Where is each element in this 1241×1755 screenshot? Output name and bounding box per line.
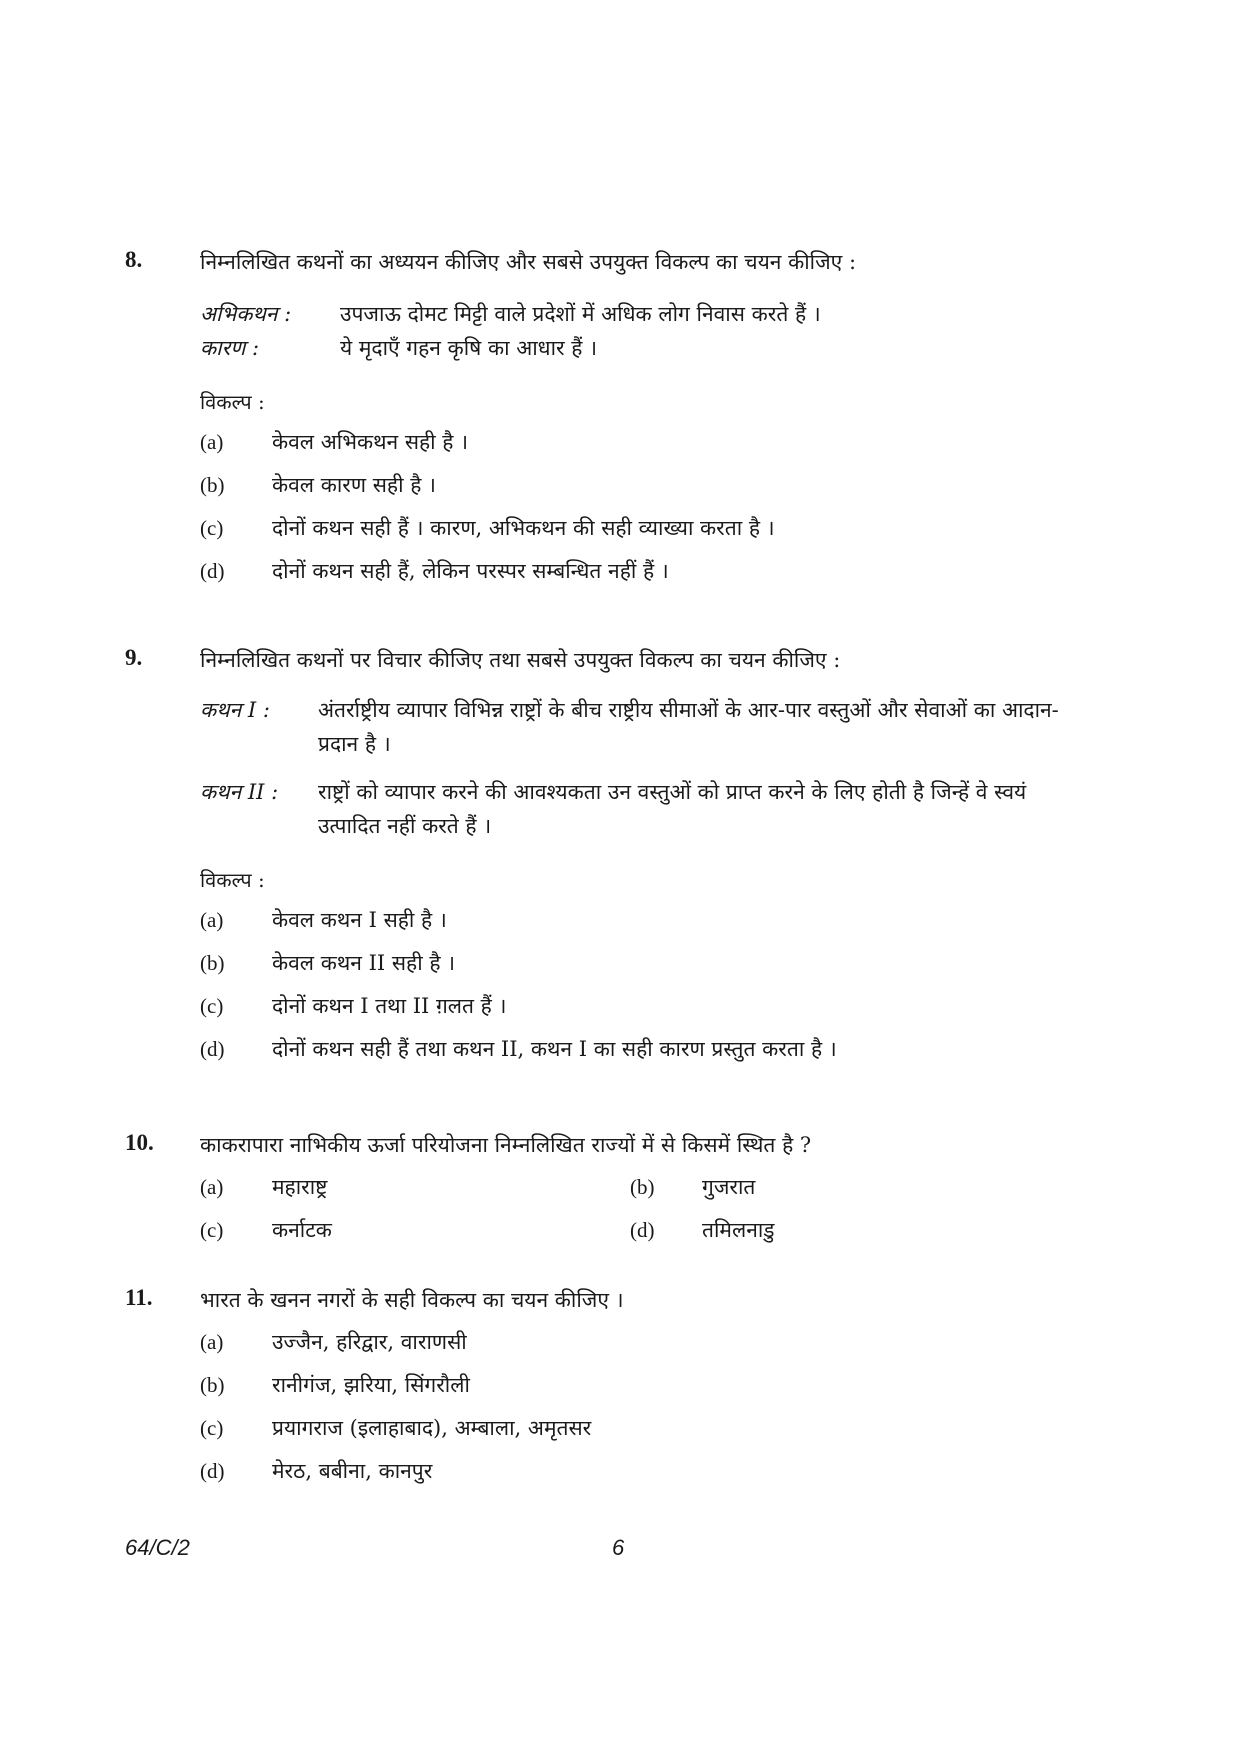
- option-b: [200, 948, 1065, 978]
- statement-2: [200, 775, 1065, 843]
- question-number: 9.: [125, 645, 143, 670]
- option-d: [200, 1456, 1065, 1486]
- statement-1: [200, 693, 1065, 761]
- option-text: प्रयागराज (इलाहाबाद), अम्बाला, अमृतसर: [272, 1416, 592, 1440]
- option-label: (a): [200, 1175, 224, 1199]
- reason-label: कारण :: [200, 336, 260, 360]
- option-label: (b): [630, 1175, 655, 1199]
- option-text: महाराष्ट्र: [272, 1175, 328, 1199]
- option-b: [200, 1370, 1065, 1400]
- option-b: [630, 1172, 1060, 1202]
- question-text: भारत के खनन नगरों के सही विकल्प का चयन कीजिए ।: [200, 1288, 624, 1312]
- question-text: काकरापारा नाभिकीय ऊर्जा परियोजना निम्नलिखित राज्यों में से किसमें स्थित है ?: [200, 1133, 812, 1157]
- option-label: (d): [630, 1218, 655, 1242]
- question-number: 8.: [125, 247, 143, 272]
- assertion-label: अभिकथन :: [200, 302, 292, 326]
- assertion-text: उपजाऊ दोमट मिट्टी वाले प्रदेशों में अधिक लोग निवास करते हैं ।: [340, 302, 821, 326]
- options-row-2: [200, 1215, 1065, 1245]
- option-label: (a): [200, 908, 224, 932]
- options-row-1: [200, 1172, 1065, 1202]
- question-10: [125, 1130, 1065, 1245]
- option-c: [200, 513, 1065, 543]
- option-label: (c): [200, 1218, 224, 1242]
- question-9: [125, 645, 1065, 1064]
- option-label: (d): [200, 559, 225, 583]
- option-label: (d): [200, 1459, 225, 1483]
- option-text: केवल अभिकथन सही है ।: [272, 430, 469, 454]
- option-label: (d): [200, 1037, 225, 1061]
- option-text: रानीगंज, झरिया, सिंगरौली: [272, 1373, 470, 1397]
- option-c: [200, 991, 1065, 1021]
- option-text: केवल कथन I सही है ।: [272, 908, 447, 932]
- option-label: (c): [200, 994, 224, 1018]
- option-c: [200, 1215, 630, 1245]
- reason: [200, 331, 1065, 365]
- option-text: तमिलनाडु: [702, 1218, 775, 1242]
- option-label: (a): [200, 430, 224, 454]
- option-d: [200, 1034, 1065, 1064]
- question-number: 11.: [125, 1285, 153, 1310]
- option-text: कर्नाटक: [272, 1218, 332, 1242]
- option-text: दोनों कथन सही हैं । कारण, अभिकथन की सही व्याख्या करता है ।: [272, 516, 775, 540]
- option-label: (b): [200, 473, 225, 497]
- option-label: (a): [200, 1330, 224, 1354]
- option-label: (b): [200, 1373, 225, 1397]
- options-heading: विकल्प :: [200, 868, 265, 892]
- option-d: [630, 1215, 1060, 1245]
- options-heading: विकल्प :: [200, 390, 265, 414]
- statement-2-text: राष्ट्रों को व्यापार करने की आवश्यकता उन वस्तुओं को प्राप्त करने के लिए होती है जिन्हें वे स्वयं उत्पादित नहीं करते हैं ।: [318, 780, 1027, 838]
- option-text: गुजरात: [702, 1175, 756, 1199]
- question-text: निम्नलिखित कथनों पर विचार कीजिए तथा सबसे उपयुक्त विकल्प का चयन कीजिए :: [200, 648, 841, 672]
- question-number: 10.: [125, 1130, 154, 1155]
- option-a: [200, 1172, 630, 1202]
- option-a: [200, 427, 1065, 457]
- option-text: मेरठ, बबीना, कानपुर: [272, 1459, 433, 1483]
- question-text: निम्नलिखित कथनों का अध्ययन कीजिए और सबसे उपयुक्त विकल्प का चयन कीजिए :: [200, 250, 857, 274]
- option-a: [200, 905, 1065, 935]
- option-text: दोनों कथन सही हैं, लेकिन परस्पर सम्बन्धित नहीं हैं ।: [272, 559, 669, 583]
- option-d: [200, 556, 1065, 586]
- option-text: दोनों कथन सही हैं तथा कथन II, कथन I का सही कारण प्रस्तुत करता है ।: [272, 1037, 837, 1061]
- option-label: (c): [200, 1416, 224, 1440]
- option-b: [200, 470, 1065, 500]
- statement-2-label: कथन II :: [200, 780, 279, 804]
- option-text: दोनों कथन I तथा II ग़लत हैं ।: [272, 994, 507, 1018]
- option-text: उज्जैन, हरिद्वार, वाराणसी: [272, 1330, 467, 1354]
- page-number: 6: [612, 1535, 625, 1560]
- question-11: [125, 1285, 1065, 1486]
- option-text: केवल कारण सही है ।: [272, 473, 436, 497]
- option-label: (c): [200, 516, 224, 540]
- option-c: [200, 1413, 1065, 1443]
- option-text: केवल कथन II सही है ।: [272, 951, 456, 975]
- option-a: [200, 1327, 1065, 1357]
- reason-text: ये मृदाएँ गहन कृषि का आधार हैं ।: [340, 336, 598, 360]
- statement-1-label: कथन I :: [200, 698, 270, 722]
- paper-code: 64/C/2: [125, 1535, 190, 1560]
- option-label: (b): [200, 951, 225, 975]
- assertion: [200, 297, 1065, 331]
- statement-1-text: अंतर्राष्ट्रीय व्यापार विभिन्न राष्ट्रों के बीच राष्ट्रीय सीमाओं के आर-पार वस्तुओं और सेवाओं का आदान-प्रदान है ।: [318, 698, 1059, 756]
- question-8: [125, 247, 1065, 586]
